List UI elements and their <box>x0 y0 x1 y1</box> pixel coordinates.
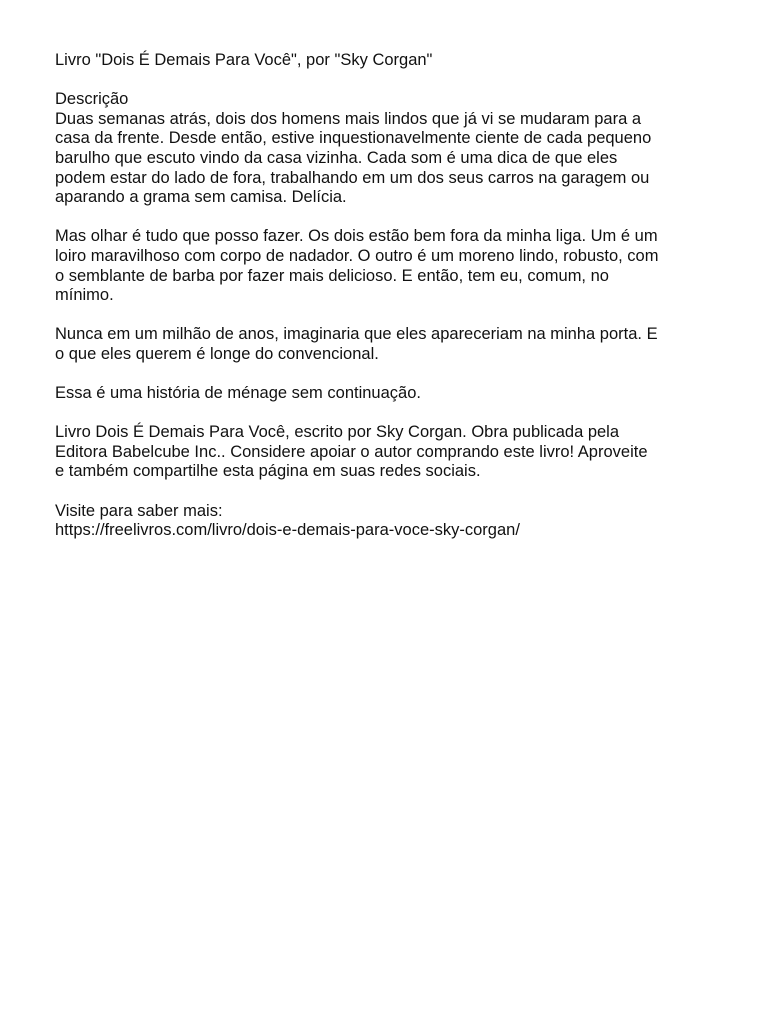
document-page <box>55 51 735 541</box>
paragraph-line: Essa é uma história de ménage sem continuação. <box>55 384 421 403</box>
paragraph-line: podem estar do lado de fora, trabalhando em um dos seus carros na garagem ou <box>55 168 650 187</box>
paragraph-line: Editora Babelcube Inc.. Considere apoiar o autor comprando este livro! Aproveite <box>55 442 648 461</box>
spacer <box>55 482 735 502</box>
paragraph-line: mínimo. <box>55 286 114 305</box>
paragraph-line: barulho que escuto vindo da casa vizinha. Cada som é uma dica de que eles <box>55 148 618 167</box>
description-heading: Descrição <box>55 90 129 109</box>
visit-label: Visite para saber mais: <box>55 501 223 520</box>
spacer <box>55 365 735 385</box>
paragraph-line: casa da frente. Desde então, estive inquestionavelmente ciente de cada pequeno <box>55 129 652 148</box>
document-title: Livro "Dois É Demais Para Você", por "Sky Corgan" <box>55 51 433 69</box>
paragraph-line: e também compartilhe esta página em suas redes sociais. <box>55 462 481 481</box>
paragraph-line: Duas semanas atrás, dois dos homens mais lindos que já vi se mudaram para a <box>55 109 642 128</box>
paragraph-line: Mas olhar é tudo que posso fazer. Os dois estão bem fora da minha liga. Um é um <box>55 227 658 246</box>
spacer <box>55 208 735 228</box>
paragraph-line: loiro maravilhoso com corpo de nadador. O outro é um moreno lindo, robusto, com <box>55 246 659 265</box>
paragraph-line: Livro Dois É Demais Para Você, escrito por Sky Corgan. Obra publicada pela <box>55 423 620 442</box>
paragraph-line: o semblante de barba por fazer mais delicioso. E então, tem eu, comum, no <box>55 266 609 285</box>
paragraph-line: o que eles querem é longe do convencional. <box>55 344 379 363</box>
paragraph-line: aparando a grama sem camisa. Delícia. <box>55 188 347 207</box>
paragraph-line: Nunca em um milhão de anos, imaginaria que eles apareceriam na minha porta. E <box>55 325 658 344</box>
spacer <box>55 71 735 91</box>
spacer <box>55 404 735 424</box>
spacer <box>55 306 735 326</box>
source-url: https://freelivros.com/livro/dois-e-demais-para-voce-sky-corgan/ <box>55 521 520 540</box>
